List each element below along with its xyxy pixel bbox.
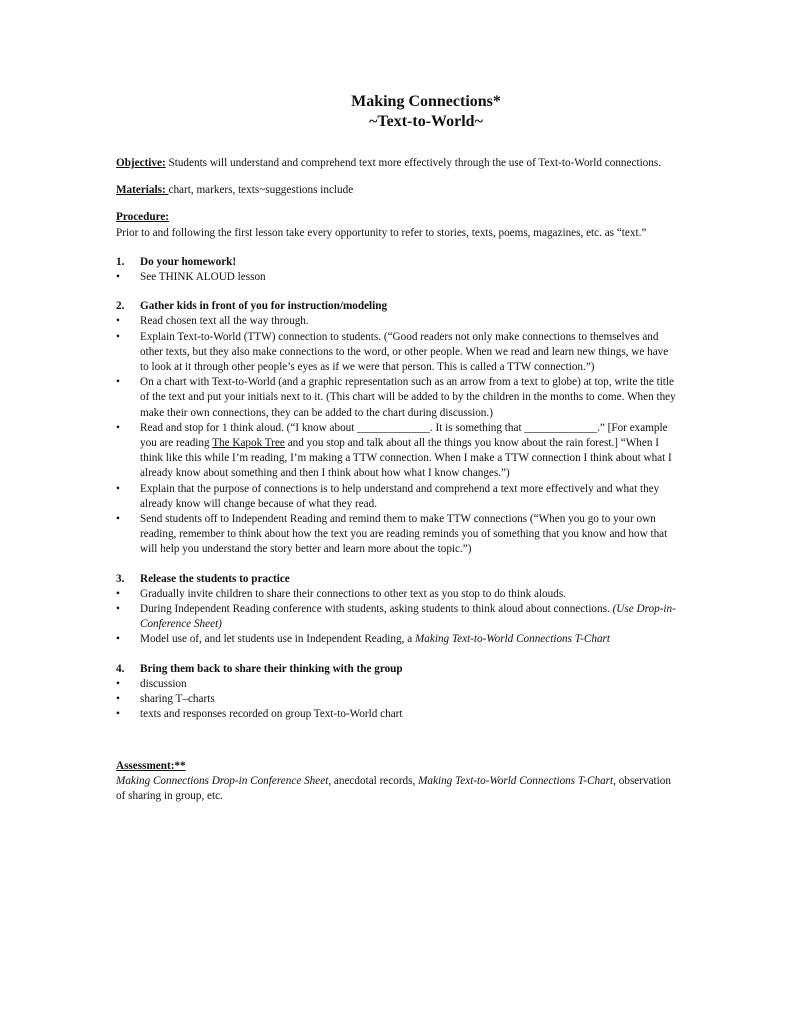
list-item-text: texts and responses recorded on group Text-to-World chart xyxy=(140,708,403,721)
bullet-icon: • xyxy=(116,482,120,495)
step-heading xyxy=(116,572,676,587)
assessment-mid: , anecdotal records, xyxy=(328,774,419,787)
bullet-icon: • xyxy=(116,708,120,721)
bullet-list xyxy=(116,314,676,557)
italic-reference: Making Text-to-World Connections T-Chart xyxy=(414,633,611,646)
bullet-icon: • xyxy=(116,677,120,690)
step-number: 1. xyxy=(116,255,125,268)
bullet-list xyxy=(116,677,676,723)
italic-reference: (Use Drop-in-Conference Sheet) xyxy=(140,603,676,631)
list-item xyxy=(116,707,676,722)
list-item-text: Explain that the purpose of connections is to help understand and comprehend a text more effectively and what they already know will change because of what they read. xyxy=(140,482,660,510)
document-title: Making Connections* xyxy=(351,93,501,110)
procedure-steps xyxy=(116,255,676,723)
assessment-italic-2: Making Text-to-World Connections T-Chart xyxy=(418,774,614,787)
list-item-text: Explain Text-to-World (TTW) connection to students. (“Good readers not only make connections to themselves and other texts, but they also make connections to the word, or other people. When we read and learn new things, we have to look at it through other people’s eyes as if we were that person. This is called a TTW connection.”) xyxy=(140,330,669,374)
procedure-section xyxy=(116,210,676,240)
bullet-icon: • xyxy=(116,603,120,616)
document-subtitle: ~Text-to-World~ xyxy=(369,113,483,130)
step-heading xyxy=(116,255,676,270)
list-item-text xyxy=(140,421,676,482)
list-item xyxy=(116,375,676,421)
list-item xyxy=(116,587,676,602)
list-item-text: See THINK ALOUD lesson xyxy=(140,271,266,284)
list-item xyxy=(116,482,676,512)
bullet-list xyxy=(116,587,676,648)
text-segment: and you stop and talk about all the things you know about the rain forest.] “When I think like this while I’m reading, I’m making a TTW connection. When I make a TTW connection I think about what I already know about something and then I think about how what I know changes.”) xyxy=(140,437,672,480)
document-page xyxy=(116,92,676,804)
step-number: 4. xyxy=(116,662,125,675)
bullet-icon: • xyxy=(116,330,120,343)
text-segment: During Independent Reading conference with students, asking students to think aloud about connections. xyxy=(140,603,613,616)
bullet-icon: • xyxy=(116,633,120,646)
materials-text: chart, markers, texts~suggestions include xyxy=(168,184,354,197)
list-item-text: discussion xyxy=(140,677,187,690)
step-heading-text: Gather kids in front of you for instruction/modeling xyxy=(140,300,388,313)
list-item xyxy=(116,330,676,376)
list-item xyxy=(116,677,676,692)
list-item xyxy=(116,632,676,647)
bullet-list xyxy=(116,270,676,285)
bullet-icon: • xyxy=(116,315,120,328)
list-item xyxy=(116,692,676,707)
text-segment: Model use of, and let students use in Independent Reading, a xyxy=(140,633,415,646)
bullet-icon: • xyxy=(116,421,120,434)
step-heading-text: Do your homework! xyxy=(140,255,237,268)
assessment-section xyxy=(116,759,676,805)
text-segment: Read and stop for 1 think aloud. (“I know about _____________. It is something that _____________.” [For example you are reading xyxy=(140,421,668,450)
step-heading xyxy=(116,662,676,677)
list-item xyxy=(116,512,676,558)
list-item xyxy=(116,602,676,632)
step-number: 3. xyxy=(116,572,125,585)
list-item-text: Gradually invite children to share their connections to other text as you stop to do think alouds. xyxy=(140,587,566,600)
assessment-end: , observation of sharing in group, etc. xyxy=(116,774,671,802)
list-item-text: Read chosen text all the way through. xyxy=(140,315,309,328)
objective-text: Students will understand and comprehend text more effectively through the use of Text-to-World connections. xyxy=(165,157,662,169)
objective-label: Objective: xyxy=(116,157,166,169)
materials-section xyxy=(116,183,676,198)
procedure-text: Prior to and following the first lesson take every opportunity to refer to stories, texts, poems, magazines, etc. as “text.” xyxy=(116,226,647,239)
list-item xyxy=(116,421,676,482)
list-item-text: Send students off to Independent Reading and remind them to make TTW connections (“When you go to your own reading, remember to think about how the text you are reading reminds you of something that you know and how that will help you understand the story better and learn more about the topic.”) xyxy=(140,513,668,556)
list-item xyxy=(116,270,676,285)
bullet-icon: • xyxy=(116,587,120,600)
assessment-label: Assessment:** xyxy=(116,759,186,772)
list-item-text xyxy=(140,602,676,632)
list-item xyxy=(116,314,676,329)
step-heading xyxy=(116,299,676,314)
step-heading-text: Release the students to practice xyxy=(140,572,290,585)
assessment-italic-1: Making Connections Drop-in Conference Sheet xyxy=(116,774,329,787)
list-item-text: On a chart with Text-to-World (and a graphic representation such as an arrow from a text to globe) at top, write the title of the text and put your initials next to it. (This chart will be added to by the children in the months to come. When they make their own connections, they can be added to the chart during discussion.) xyxy=(140,376,676,419)
bullet-icon: • xyxy=(116,693,120,706)
objective-section xyxy=(116,156,676,171)
book-title-underlined: The Kapok Tree xyxy=(212,437,285,450)
step-heading-text: Bring them back to share their thinking with the group xyxy=(140,662,403,675)
bullet-icon: • xyxy=(116,376,120,389)
assessment-text xyxy=(116,774,676,804)
procedure-label: Procedure: xyxy=(116,211,170,224)
step-number: 2. xyxy=(116,300,125,313)
list-item-text: sharing T–charts xyxy=(140,693,215,706)
bullet-icon: • xyxy=(116,513,120,526)
list-item-text xyxy=(140,632,676,647)
bullet-icon: • xyxy=(116,271,120,284)
materials-label: Materials: xyxy=(116,184,169,197)
